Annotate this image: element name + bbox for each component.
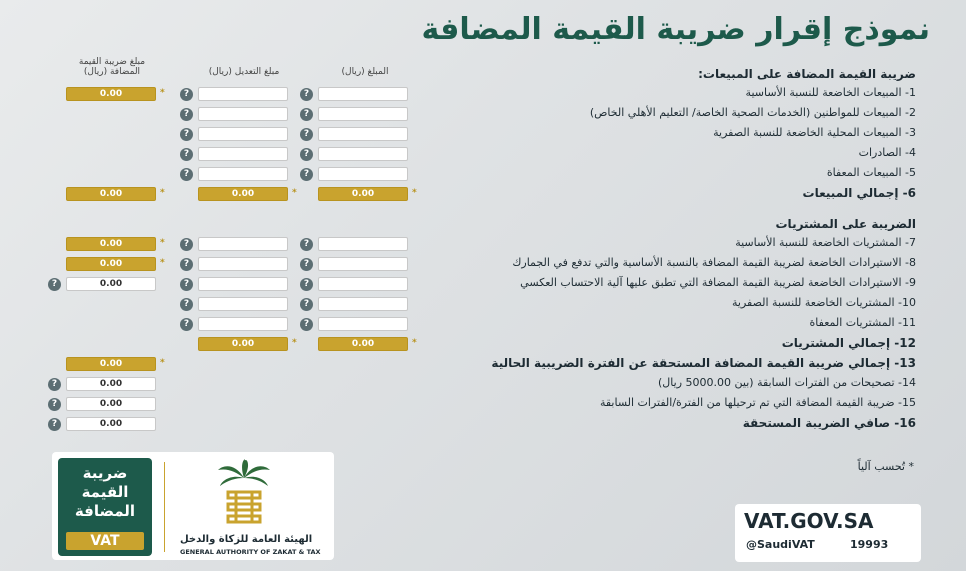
question-icon[interactable]: ? <box>300 298 313 311</box>
star-icon: * <box>160 238 165 248</box>
row-label-14: 14- تصحيحات من الفترات السابقة (بين 5000.00 ريال) <box>658 376 916 389</box>
row-9-adj-field[interactable] <box>198 277 288 291</box>
row-6-vat-field: 0.00 <box>66 187 156 201</box>
star-icon: * <box>412 188 417 198</box>
row-label-1: 1- المبيعات الخاضعة للنسبة الأساسية <box>745 86 916 99</box>
row-14-vat-field[interactable]: 0.00 <box>66 377 156 391</box>
star-icon: * <box>160 358 165 368</box>
row-12-amount-field: 0.00 <box>318 337 408 351</box>
authority-name-en: GENERAL AUTHORITY OF ZAKAT & TAX <box>180 548 321 556</box>
question-icon[interactable]: ? <box>300 88 313 101</box>
vat-logo-line3: المضافة <box>74 502 136 520</box>
row-3-adj-field[interactable] <box>198 127 288 141</box>
row-5-adj-field[interactable] <box>198 167 288 181</box>
row-15-vat-field[interactable]: 0.00 <box>66 397 156 411</box>
star-icon: * <box>160 258 165 268</box>
row-label-7: 7- المشتريات الخاضعة للنسبة الأساسية <box>735 236 916 249</box>
question-icon[interactable]: ? <box>180 298 193 311</box>
logo-divider <box>164 462 165 552</box>
row-label-11: 11- المشتريات المعفاة <box>809 316 916 329</box>
question-icon[interactable]: ? <box>48 278 61 291</box>
question-icon[interactable]: ? <box>180 278 193 291</box>
row-6-amount-field: 0.00 <box>318 187 408 201</box>
row-label-4: 4- الصادرات <box>858 146 916 159</box>
question-icon[interactable]: ? <box>180 88 193 101</box>
row-13-vat-field: 0.00 <box>66 357 156 371</box>
footnote-auto-calculated: * تُحسب آلياً <box>857 460 914 473</box>
row-2-amount-field[interactable] <box>318 107 408 121</box>
row-label-12: 12- إجمالي المشتريات <box>781 336 916 350</box>
row-2-adj-field[interactable] <box>198 107 288 121</box>
vat-logo-line1: ضريبة <box>82 464 128 482</box>
row-label-13: 13- إجمالي ضريبة القيمة المضافة المستحقة عن الفترة الضريبية الحالية <box>491 356 916 370</box>
vat-badge: VAT <box>66 532 144 550</box>
row-8-adj-field[interactable] <box>198 257 288 271</box>
row-7-adj-field[interactable] <box>198 237 288 251</box>
row-11-adj-field[interactable] <box>198 317 288 331</box>
twitter-handle[interactable]: @SaudiVAT <box>746 538 815 551</box>
vat-logo <box>58 458 152 556</box>
question-icon[interactable]: ? <box>300 128 313 141</box>
row-label-5: 5- المبيعات المعفاة <box>826 166 916 179</box>
website-url[interactable]: VAT.GOV.SA <box>744 509 874 533</box>
row-7-amount-field[interactable] <box>318 237 408 251</box>
question-icon[interactable]: ? <box>300 318 313 331</box>
star-icon: * <box>292 188 297 198</box>
row-label-9: 9- الاستيرادات الخاضعة لضريبة القيمة المضافة التي تطبق عليها آلية الاحتساب العكسي <box>520 276 916 289</box>
row-4-amount-field[interactable] <box>318 147 408 161</box>
row-5-amount-field[interactable] <box>318 167 408 181</box>
question-icon[interactable]: ? <box>300 168 313 181</box>
row-9-vat-field[interactable]: 0.00 <box>66 277 156 291</box>
row-7-vat-field: 0.00 <box>66 237 156 251</box>
zakat-palm-icon <box>214 458 274 528</box>
question-icon[interactable]: ? <box>48 378 61 391</box>
question-icon[interactable]: ? <box>180 148 193 161</box>
row-label-6: 6- إجمالي المبيعات <box>802 186 916 200</box>
row-label-8: 8- الاستيرادات الخاضعة لضريبة القيمة المضافة بالنسبة الأساسية والتي تدفع في الجمارك <box>512 256 916 269</box>
question-icon[interactable]: ? <box>300 278 313 291</box>
row-label-2: 2- المبيعات للمواطنين (الخدمات الصحية الخاصة/ التعليم الأهلي الخاص) <box>589 106 916 119</box>
purchases-section-title: الضريبة على المشتريات <box>775 217 916 231</box>
row-10-amount-field[interactable] <box>318 297 408 311</box>
question-icon[interactable]: ? <box>180 258 193 271</box>
question-icon[interactable]: ? <box>180 238 193 251</box>
row-11-amount-field[interactable] <box>318 317 408 331</box>
star-icon: * <box>412 338 417 348</box>
question-icon[interactable]: ? <box>300 258 313 271</box>
question-icon[interactable]: ? <box>180 108 193 121</box>
question-icon[interactable]: ? <box>300 238 313 251</box>
row-16-vat-field[interactable]: 0.00 <box>66 417 156 431</box>
row-12-adj-field: 0.00 <box>198 337 288 351</box>
page-title: نموذج إقرار ضريبة القيمة المضافة <box>421 12 930 47</box>
row-10-adj-field[interactable] <box>198 297 288 311</box>
row-9-amount-field[interactable] <box>318 277 408 291</box>
question-icon[interactable]: ? <box>180 168 193 181</box>
column-header-amount: المبلغ (ريال) <box>341 67 389 77</box>
row-8-amount-field[interactable] <box>318 257 408 271</box>
row-label-15: 15- ضريبة القيمة المضافة التي تم ترحيلها من الفترة/الفترات السابقة <box>599 396 916 409</box>
question-icon[interactable]: ? <box>48 398 61 411</box>
row-1-adj-field[interactable] <box>198 87 288 101</box>
phone-number: 19993 <box>850 538 889 551</box>
authority-name-ar: الهيئة العامة للزكاة والدخل <box>180 534 313 545</box>
question-icon[interactable]: ? <box>180 128 193 141</box>
row-1-amount-field[interactable] <box>318 87 408 101</box>
row-label-10: 10- المشتريات الخاضعة للنسبة الصفرية <box>732 296 916 309</box>
star-icon: * <box>292 338 297 348</box>
row-3-amount-field[interactable] <box>318 127 408 141</box>
row-6-adj-field: 0.00 <box>198 187 288 201</box>
row-label-16: 16- صافي الضريبة المستحقة <box>742 416 916 430</box>
star-icon: * <box>160 88 165 98</box>
row-8-vat-field: 0.00 <box>66 257 156 271</box>
question-icon[interactable]: ? <box>180 318 193 331</box>
row-1-vat-field: 0.00 <box>66 87 156 101</box>
question-icon[interactable]: ? <box>300 108 313 121</box>
star-icon: * <box>160 188 165 198</box>
column-header-adjustment: مبلغ التعديل (ريال) <box>208 67 280 77</box>
question-icon[interactable]: ? <box>48 418 61 431</box>
row-4-adj-field[interactable] <box>198 147 288 161</box>
column-header-vat: مبلغ ضريبة القيمة المضافة (ريال) <box>78 57 146 77</box>
sales-section-title: ضريبة القيمة المضافة على المبيعات: <box>698 67 916 81</box>
vat-logo-line2: القيمة <box>81 483 129 501</box>
question-icon[interactable]: ? <box>300 148 313 161</box>
row-label-3: 3- المبيعات المحلية الخاضعة للنسبة الصفرية <box>713 126 916 139</box>
